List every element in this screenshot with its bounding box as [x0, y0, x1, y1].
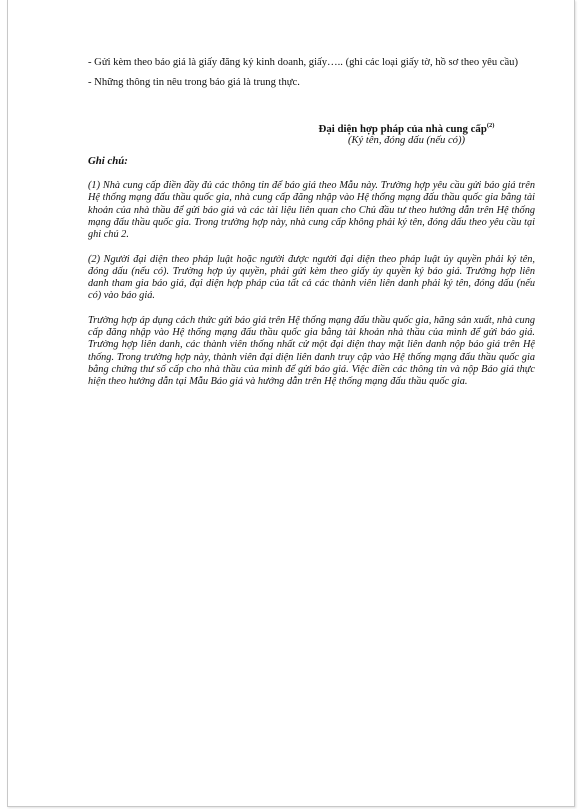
- document-body: [88, 57, 535, 401]
- note-3: Trường hợp áp dụng cách thức gửi báo giá trên Hệ thống mạng đấu thầu quốc gia, hãng sản xuất, nhà cung cấp đăng nhập vào Hệ thống mạng đấu thầu quốc gia bằng tài khoản nhà thầu của mình để gửi báo giá. Trường hợp liên danh, các thành viên thống nhất cử một đại diện thay mặt liên danh nộp báo giá trên Hệ thống. Trong trường hợp này, thành viên đại diện liên danh truy cập vào Hệ thống mạng đấu thầu quốc gia bằng chứng thư số cấp cho nhà thầu của mình để gửi báo giá. Việc điền các thông tin và nộp Báo giá thực hiện theo hướng dẫn tại Mẫu Báo giá và hướng dẫn trên Hệ thống mạng đấu thầu quốc gia.: [88, 314, 535, 388]
- note-1: (1) Nhà cung cấp điền đầy đủ các thông tin để báo giá theo Mẫu này. Trường hợp yêu cầu gửi báo giá trên Hệ thống mạng đấu thầu quốc gia, nhà cung cấp đăng nhập vào Hệ thống mạng đấu thầu quốc gia bằng tài khoản của nhà thầu để gửi báo giá và các tài liệu liên quan cho Chủ đầu tư theo hướng dẫn trên Hệ thống mạng đấu thầu quốc gia. Trong trường hợp này, nhà cung cấp không phải ký tên, đóng dấu theo yêu cầu tại ghi chú 2.: [88, 180, 535, 241]
- signature-instruction: (Ký tên, đóng dấu (nếu có)): [347, 135, 466, 147]
- signature-title-text: Đại diện hợp pháp của nhà cung cấp: [318, 122, 487, 135]
- signature-title: [278, 123, 535, 136]
- note-2: (2) Người đại diện theo pháp luật hoặc người được người đại diện theo pháp luật ủy quyền phải ký tên, đóng dấu (nếu có). Trường hợp ủy quyền, phải gửi kèm theo giấy ủy quyền ký báo giá. Trường hợp liên danh tham gia báo giá, đại diện hợp pháp của tất cả các thành viên liên danh phải ký tên, đóng dấu (nếu có) vào báo giá.: [88, 253, 535, 302]
- attachment-note: - Gửi kèm theo báo giá là giấy đăng ký kinh doanh, giấy….. (ghi các loại giấy tờ, hồ sơ theo yêu cầu): [88, 57, 518, 68]
- document-page: [7, 0, 575, 807]
- notes-heading: Ghi chú:: [88, 154, 128, 167]
- signature-block: [88, 123, 535, 148]
- truthfulness-statement: - Những thông tin nêu trong báo giá là trung thực.: [88, 77, 300, 89]
- footnote-mark: (2): [486, 121, 495, 129]
